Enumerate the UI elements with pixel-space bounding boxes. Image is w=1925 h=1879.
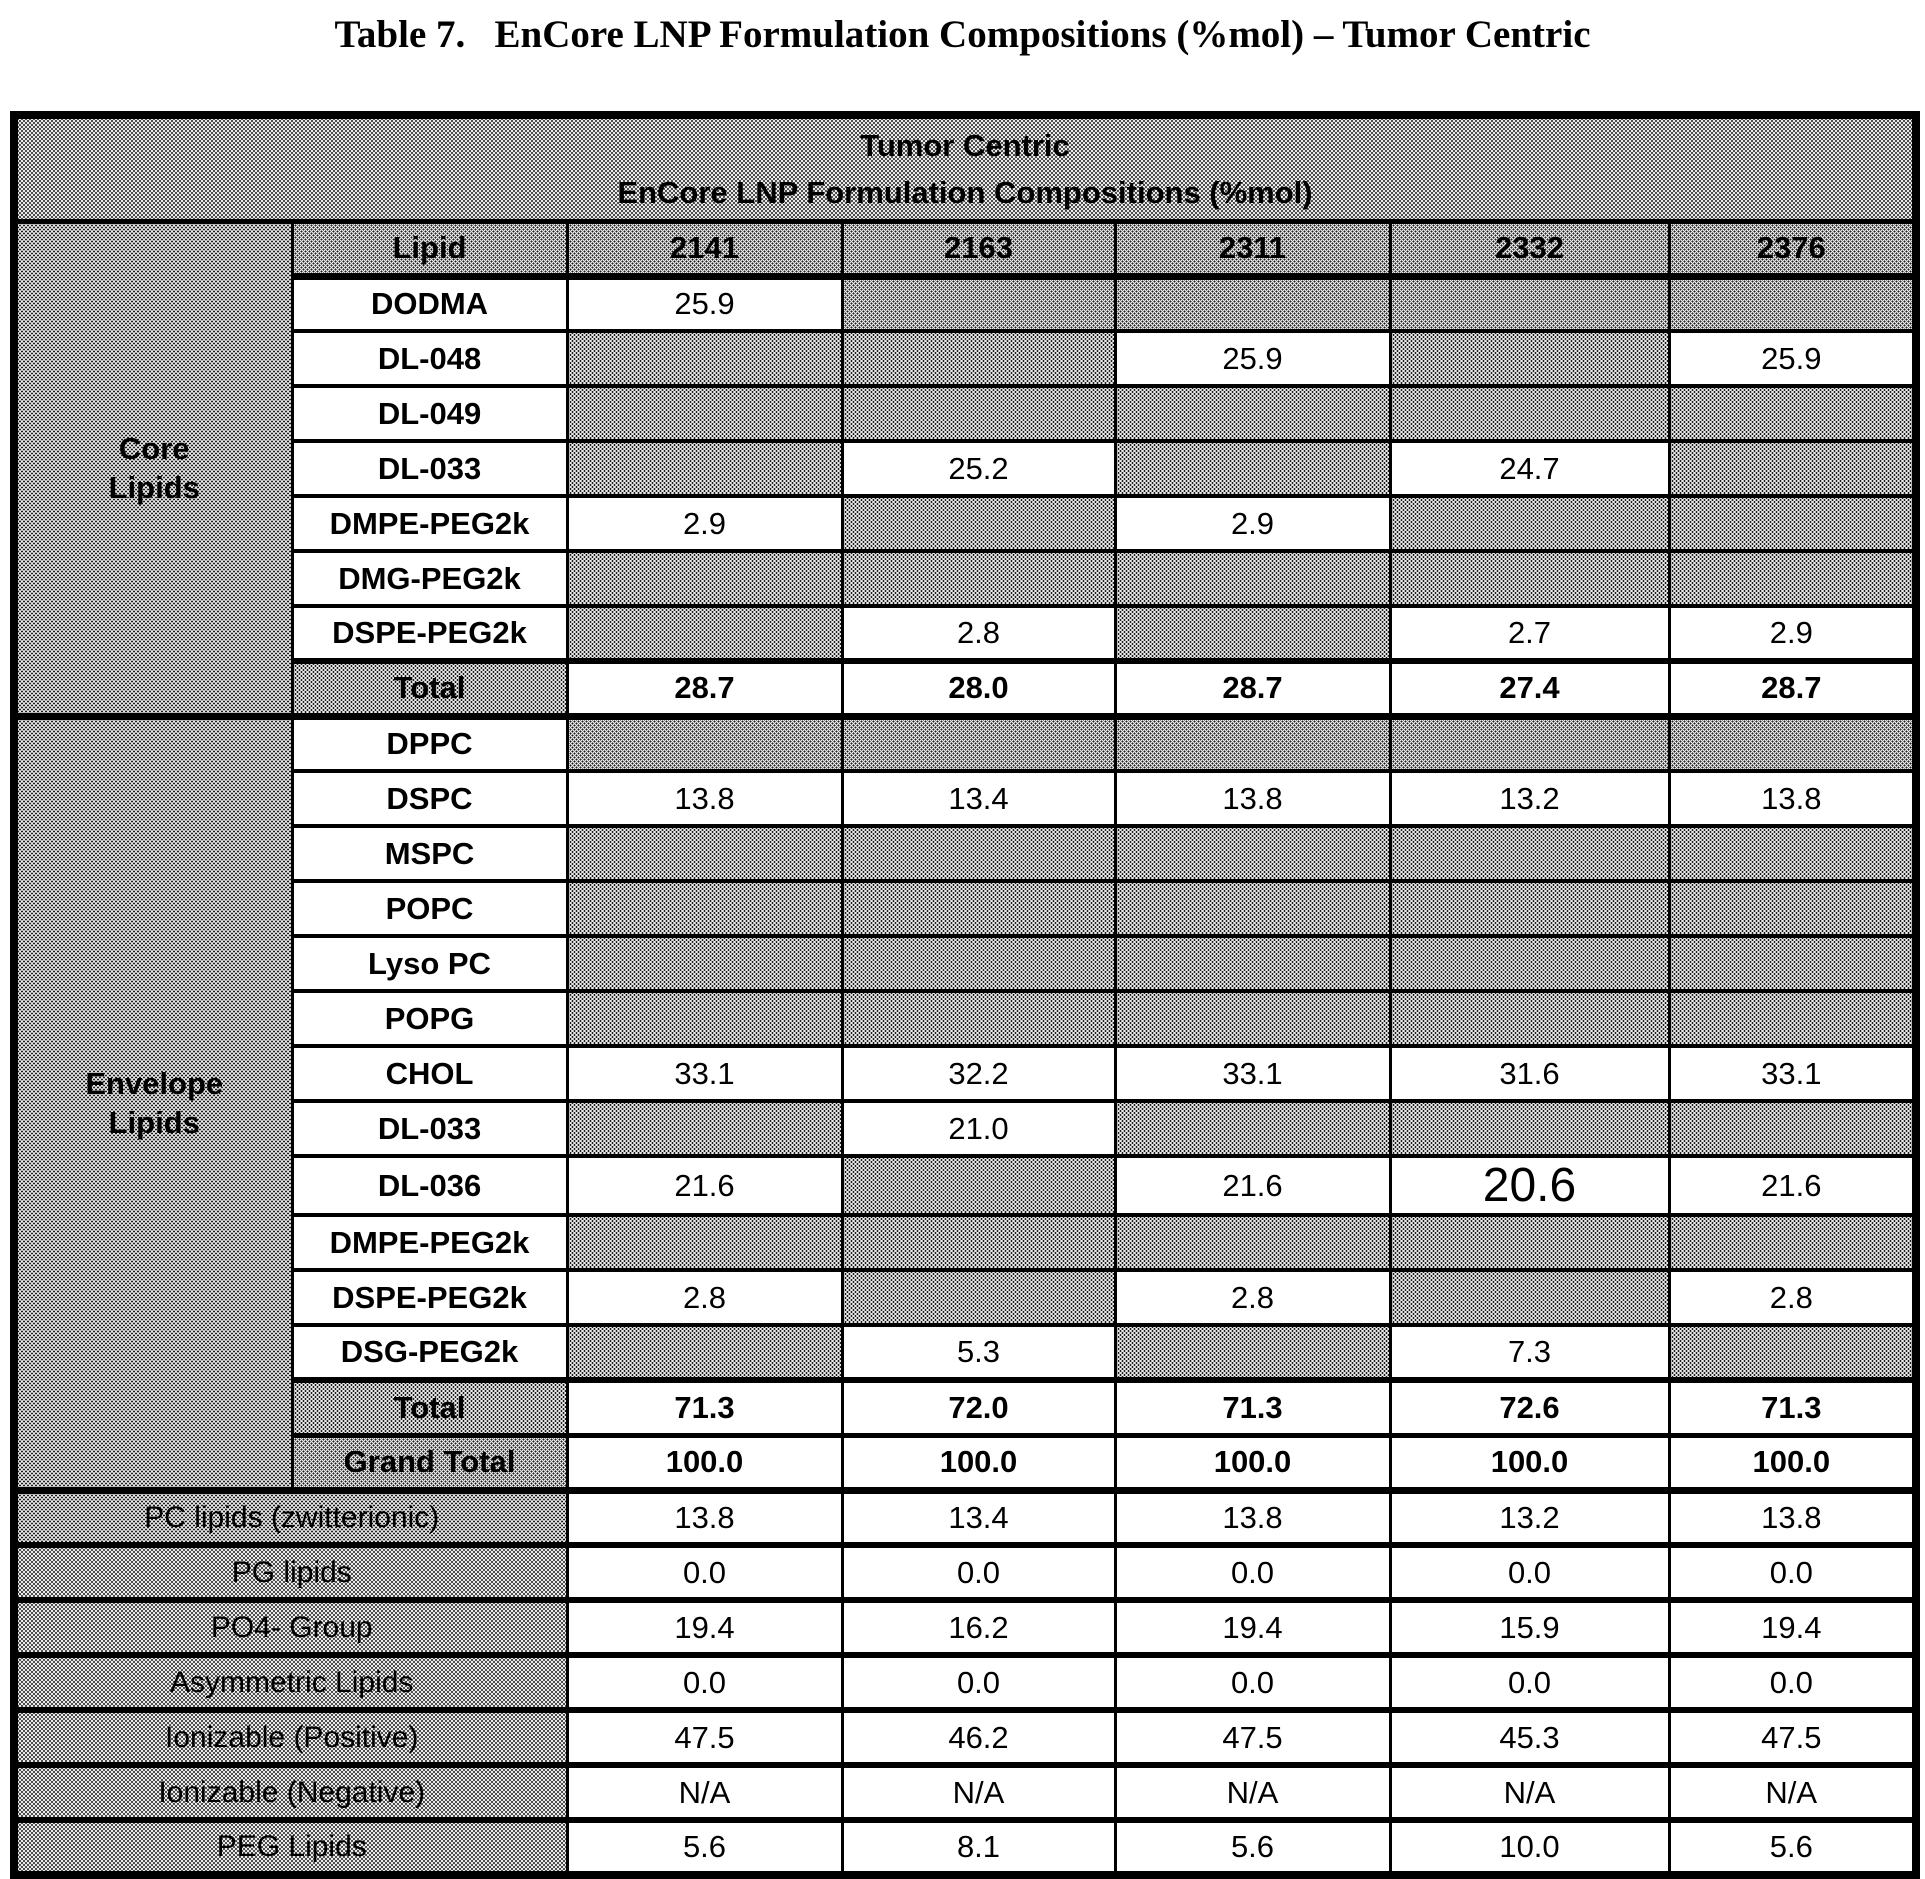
- summary-row: [14, 1600, 1916, 1655]
- value-cell: 21.6: [1669, 1156, 1916, 1215]
- lipid-name-cell: POPG: [292, 991, 567, 1046]
- summary-value-cell: 5.6: [1669, 1820, 1916, 1875]
- value-cell: [1669, 936, 1916, 991]
- value-cell: [1669, 991, 1916, 1046]
- lipid-name-cell: MSPC: [292, 826, 567, 881]
- summary-value-cell: 13.2: [1390, 1490, 1669, 1545]
- value-cell: [1390, 331, 1669, 386]
- value-cell: [1115, 991, 1390, 1046]
- banner-cell: [14, 115, 1916, 221]
- value-cell: [842, 826, 1115, 881]
- lipid-name-cell: DMG-PEG2k: [292, 551, 567, 606]
- summary-value-cell: N/A: [567, 1765, 842, 1820]
- lipid-name-cell: DMPE-PEG2k: [292, 496, 567, 551]
- value-cell: [567, 881, 842, 936]
- total-value-cell: 100.0: [567, 1435, 842, 1490]
- core-lipid-row: [14, 276, 1916, 331]
- value-cell: 13.8: [1669, 771, 1916, 826]
- value-cell: [842, 991, 1115, 1046]
- lipid-name-cell: DL-036: [292, 1156, 567, 1215]
- summary-label-cell: Ionizable (Negative): [14, 1765, 567, 1820]
- envelope-lipids-group-cell: [14, 716, 292, 1490]
- core-lipid-row: [14, 386, 1916, 441]
- total-value-cell: 71.3: [567, 1380, 842, 1435]
- value-cell: [1390, 1101, 1669, 1156]
- summary-row: [14, 1545, 1916, 1600]
- summary-value-cell: 47.5: [567, 1710, 842, 1765]
- envelope-lipid-row: [14, 771, 1916, 826]
- value-cell: [1115, 826, 1390, 881]
- envelope-lipid-row: [14, 991, 1916, 1046]
- summary-value-cell: 0.0: [1115, 1545, 1390, 1600]
- value-cell: [842, 386, 1115, 441]
- lipid-name-cell: DL-048: [292, 331, 567, 386]
- summary-row: [14, 1710, 1916, 1765]
- value-cell: 24.7: [1390, 441, 1669, 496]
- summary-value-cell: 0.0: [567, 1655, 842, 1710]
- value-cell: [842, 936, 1115, 991]
- summary-value-cell: 19.4: [1669, 1600, 1916, 1655]
- lipid-name-cell: Lyso PC: [292, 936, 567, 991]
- value-cell: [567, 716, 842, 771]
- value-cell: [567, 826, 842, 881]
- value-cell: [1390, 1270, 1669, 1325]
- lipid-name-cell: DSPE-PEG2k: [292, 1270, 567, 1325]
- value-cell: [1390, 881, 1669, 936]
- value-cell: [567, 1101, 842, 1156]
- summary-value-cell: 13.4: [842, 1490, 1115, 1545]
- value-cell: [567, 551, 842, 606]
- value-cell: 2.7: [1390, 606, 1669, 661]
- value-cell: 33.1: [567, 1046, 842, 1101]
- column-header-formulation: 2332: [1390, 221, 1669, 276]
- summary-value-cell: 0.0: [1115, 1655, 1390, 1710]
- total-value-cell: 27.4: [1390, 661, 1669, 716]
- value-cell: [842, 716, 1115, 771]
- column-header-formulation: 2163: [842, 221, 1115, 276]
- summary-value-cell: 19.4: [567, 1600, 842, 1655]
- value-cell: [567, 1325, 842, 1380]
- lipid-name-cell: POPC: [292, 881, 567, 936]
- value-cell: [567, 1215, 842, 1270]
- summary-value-cell: 47.5: [1669, 1710, 1916, 1765]
- total-value-cell: 100.0: [842, 1435, 1115, 1490]
- column-header-lipid: Lipid: [292, 221, 567, 276]
- core-lipid-row: [14, 441, 1916, 496]
- core-lipid-row: [14, 551, 1916, 606]
- value-cell: 25.9: [567, 276, 842, 331]
- total-value-cell: 72.6: [1390, 1380, 1669, 1435]
- value-cell: [842, 276, 1115, 331]
- total-value-cell: 71.3: [1669, 1380, 1916, 1435]
- value-cell: 13.8: [567, 771, 842, 826]
- column-header-formulation: 2311: [1115, 221, 1390, 276]
- value-cell: 13.4: [842, 771, 1115, 826]
- value-cell: [842, 1270, 1115, 1325]
- summary-value-cell: 0.0: [842, 1545, 1115, 1600]
- value-cell: [1115, 441, 1390, 496]
- lipid-name-cell: DSPC: [292, 771, 567, 826]
- value-cell: 32.2: [842, 1046, 1115, 1101]
- summary-value-cell: 0.0: [1669, 1545, 1916, 1600]
- summary-value-cell: 47.5: [1115, 1710, 1390, 1765]
- value-cell: 21.6: [1115, 1156, 1390, 1215]
- summary-value-cell: 5.6: [567, 1820, 842, 1875]
- total-label-cell: Total: [292, 661, 567, 716]
- summary-label-cell: Asymmetric Lipids: [14, 1655, 567, 1710]
- value-cell: [1669, 1325, 1916, 1380]
- total-value-cell: 100.0: [1669, 1435, 1916, 1490]
- value-cell: [1115, 716, 1390, 771]
- value-cell: 33.1: [1115, 1046, 1390, 1101]
- value-cell: [1669, 881, 1916, 936]
- value-cell: [1669, 551, 1916, 606]
- formulation-table-body: [14, 115, 1916, 1875]
- envelope-lipid-row: [14, 881, 1916, 936]
- envelope-lipid-row: [14, 1046, 1916, 1101]
- value-cell: [1390, 991, 1669, 1046]
- summary-value-cell: 0.0: [1390, 1545, 1669, 1600]
- summary-value-cell: N/A: [842, 1765, 1115, 1820]
- envelope-lipid-row: [14, 1156, 1916, 1215]
- summary-value-cell: 13.8: [1669, 1490, 1916, 1545]
- value-cell: [567, 936, 842, 991]
- total-value-cell: 28.7: [1115, 661, 1390, 716]
- value-cell: [1115, 606, 1390, 661]
- value-cell: 13.8: [1115, 771, 1390, 826]
- value-cell: [1115, 881, 1390, 936]
- value-cell: [1115, 1325, 1390, 1380]
- value-cell: [1669, 496, 1916, 551]
- column-header-row: [14, 221, 1916, 276]
- summary-value-cell: 13.8: [567, 1490, 842, 1545]
- envelope-lipid-row: [14, 716, 1916, 771]
- value-cell: [1390, 496, 1669, 551]
- banner-line-1: Tumor Centric: [860, 127, 1070, 163]
- value-cell: 21.0: [842, 1101, 1115, 1156]
- summary-label-cell: PO4- Group: [14, 1600, 567, 1655]
- core-lipids-group-label: Core Lipids: [108, 431, 200, 505]
- envelope-total-row: [14, 1380, 1916, 1435]
- value-cell: 2.9: [567, 496, 842, 551]
- lipid-name-cell: CHOL: [292, 1046, 567, 1101]
- lipid-name-cell: DMPE-PEG2k: [292, 1215, 567, 1270]
- grand-total-row: [14, 1435, 1916, 1490]
- value-cell: 25.2: [842, 441, 1115, 496]
- summary-value-cell: 0.0: [1390, 1655, 1669, 1710]
- value-cell: [1390, 386, 1669, 441]
- value-cell: [567, 331, 842, 386]
- value-cell: [1669, 276, 1916, 331]
- summary-row: [14, 1655, 1916, 1710]
- total-value-cell: 71.3: [1115, 1380, 1390, 1435]
- total-label-cell: Total: [292, 1380, 567, 1435]
- summary-value-cell: 0.0: [842, 1655, 1115, 1710]
- envelope-lipids-group-label: Envelope Lipids: [85, 1066, 224, 1140]
- summary-value-cell: 8.1: [842, 1820, 1115, 1875]
- total-label-cell: Grand Total: [292, 1435, 567, 1490]
- value-cell: 33.1: [1669, 1046, 1916, 1101]
- total-value-cell: 28.7: [1669, 661, 1916, 716]
- summary-value-cell: 46.2: [842, 1710, 1115, 1765]
- summary-value-cell: 45.3: [1390, 1710, 1669, 1765]
- value-cell: [1669, 1215, 1916, 1270]
- lipid-name-cell: DSG-PEG2k: [292, 1325, 567, 1380]
- summary-value-cell: 13.8: [1115, 1490, 1390, 1545]
- summary-value-cell: 19.4: [1115, 1600, 1390, 1655]
- value-cell: 25.9: [1669, 331, 1916, 386]
- summary-value-cell: 15.9: [1390, 1600, 1669, 1655]
- value-cell: 2.8: [567, 1270, 842, 1325]
- summary-value-cell: N/A: [1115, 1765, 1390, 1820]
- core-total-row: [14, 661, 1916, 716]
- column-header-formulation: 2141: [567, 221, 842, 276]
- lipid-name-cell: DL-033: [292, 441, 567, 496]
- value-cell: [1390, 716, 1669, 771]
- core-lipid-row: [14, 496, 1916, 551]
- summary-value-cell: 10.0: [1390, 1820, 1669, 1875]
- value-cell: 7.3: [1390, 1325, 1669, 1380]
- value-cell: [1390, 936, 1669, 991]
- document-title: Table 7. EnCore LNP Formulation Compositions (%mol) – Tumor Centric: [334, 13, 1591, 56]
- value-cell: 2.9: [1669, 606, 1916, 661]
- formulation-table: [10, 111, 1920, 1879]
- value-cell: [1115, 1101, 1390, 1156]
- envelope-lipid-row: [14, 1101, 1916, 1156]
- value-cell: 2.9: [1115, 496, 1390, 551]
- value-cell: [1669, 826, 1916, 881]
- value-cell: [567, 606, 842, 661]
- value-cell: [1115, 551, 1390, 606]
- total-value-cell: 28.7: [567, 661, 842, 716]
- summary-label-cell: PEG Lipids: [14, 1820, 567, 1875]
- envelope-lipid-row: [14, 826, 1916, 881]
- value-cell: [567, 441, 842, 496]
- total-value-cell: 28.0: [842, 661, 1115, 716]
- summary-value-cell: N/A: [1669, 1765, 1916, 1820]
- value-cell: [842, 331, 1115, 386]
- value-cell: [567, 991, 842, 1046]
- summary-label-cell: PC lipids (zwitterionic): [14, 1490, 567, 1545]
- summary-label-cell: PG lipids: [14, 1545, 567, 1600]
- value-cell: 5.3: [842, 1325, 1115, 1380]
- core-lipid-row: [14, 606, 1916, 661]
- value-cell: [1669, 386, 1916, 441]
- summary-value-cell: N/A: [1390, 1765, 1669, 1820]
- value-cell: [842, 1156, 1115, 1215]
- lipid-name-cell: DSPE-PEG2k: [292, 606, 567, 661]
- value-cell: [1390, 276, 1669, 331]
- value-cell: [567, 386, 842, 441]
- value-cell: [1669, 1101, 1916, 1156]
- value-cell: [1115, 936, 1390, 991]
- lipid-name-cell: DPPC: [292, 716, 567, 771]
- value-cell: [1115, 386, 1390, 441]
- summary-value-cell: 0.0: [1669, 1655, 1916, 1710]
- value-cell: [1390, 826, 1669, 881]
- value-cell: 31.6: [1390, 1046, 1669, 1101]
- total-value-cell: 100.0: [1115, 1435, 1390, 1490]
- value-cell: [1115, 276, 1390, 331]
- banner-row: [14, 115, 1916, 221]
- total-value-cell: 100.0: [1390, 1435, 1669, 1490]
- summary-row: [14, 1765, 1916, 1820]
- summary-row: [14, 1820, 1916, 1875]
- banner-line-2: EnCore LNP Formulation Compositions (%mol): [617, 174, 1313, 210]
- column-header-formulation: 2376: [1669, 221, 1916, 276]
- value-cell: 25.9: [1115, 331, 1390, 386]
- summary-row: [14, 1490, 1916, 1545]
- lipid-name-cell: DODMA: [292, 276, 567, 331]
- value-cell: [1115, 1215, 1390, 1270]
- lipid-name-cell: DL-033: [292, 1101, 567, 1156]
- lipid-name-cell: DL-049: [292, 386, 567, 441]
- core-lipid-row: [14, 331, 1916, 386]
- value-cell: [842, 881, 1115, 936]
- value-cell: 13.2: [1390, 771, 1669, 826]
- envelope-lipid-row: [14, 936, 1916, 991]
- envelope-lipid-row: [14, 1270, 1916, 1325]
- value-cell: [842, 1215, 1115, 1270]
- summary-value-cell: 0.0: [567, 1545, 842, 1600]
- core-lipids-group-cell: [14, 221, 292, 716]
- value-cell: 2.8: [842, 606, 1115, 661]
- value-cell: 2.8: [1669, 1270, 1916, 1325]
- value-cell: [1669, 441, 1916, 496]
- value-cell: [1390, 1215, 1669, 1270]
- value-cell: 2.8: [1115, 1270, 1390, 1325]
- value-cell: 20.6: [1390, 1156, 1669, 1215]
- summary-label-cell: Ionizable (Positive): [14, 1710, 567, 1765]
- value-cell: [842, 496, 1115, 551]
- value-cell: [1669, 716, 1916, 771]
- value-cell: 21.6: [567, 1156, 842, 1215]
- envelope-lipid-row: [14, 1215, 1916, 1270]
- summary-value-cell: 16.2: [842, 1600, 1115, 1655]
- envelope-lipid-row: [14, 1325, 1916, 1380]
- value-cell: [1390, 551, 1669, 606]
- total-value-cell: 72.0: [842, 1380, 1115, 1435]
- value-cell: [842, 551, 1115, 606]
- summary-value-cell: 5.6: [1115, 1820, 1390, 1875]
